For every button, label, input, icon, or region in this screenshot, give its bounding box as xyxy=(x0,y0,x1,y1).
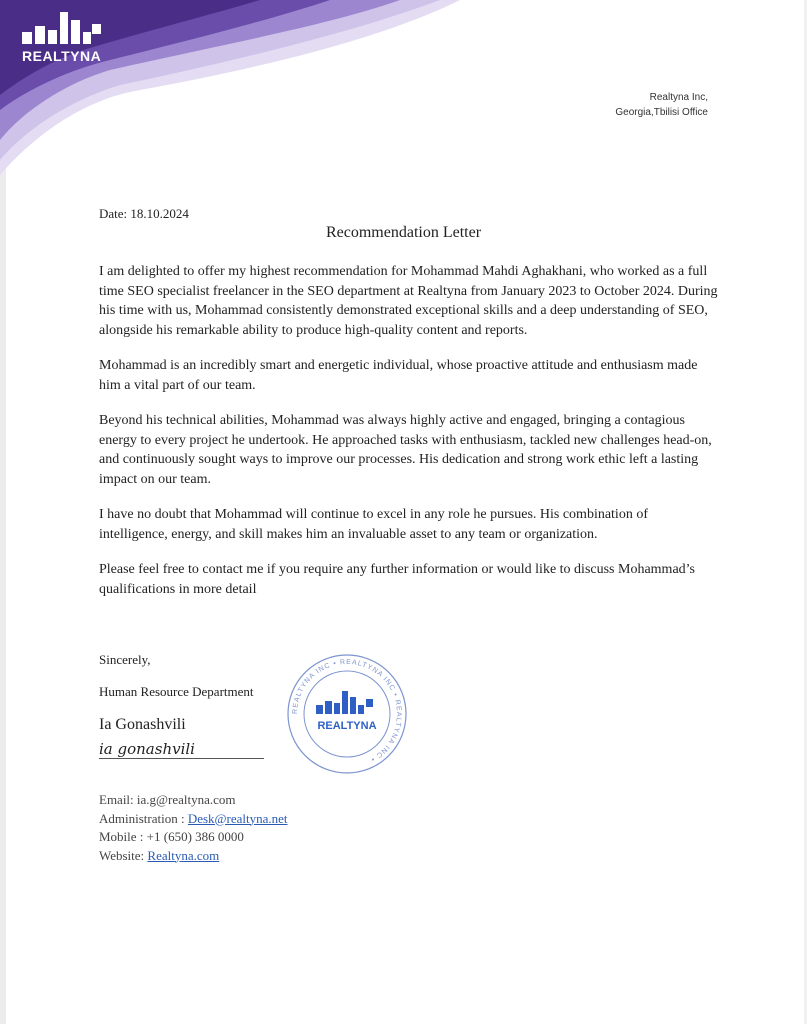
contact-mobile xyxy=(99,828,288,847)
website-label: Website: xyxy=(99,847,148,863)
contact-admin xyxy=(99,810,288,829)
signer-name: Ia Gonashvili xyxy=(99,716,186,733)
letter-date: Date: 18.10.2024 xyxy=(99,206,189,221)
mobile-label: Mobile : xyxy=(99,829,147,844)
seal-ring-text: REALTYNA INC • REALTYNA INC • REALTYNA INC • xyxy=(291,658,403,763)
admin-email-link[interactable]: Desk@realtyna.net xyxy=(187,810,288,826)
admin-label: Administration : xyxy=(99,810,188,826)
body-paragraph: Beyond his technical abilities, Mohammad was always highly active and engaged, bringing a contagious energy to every project he undertook. He approached tasks with enthusiasm, tackled new challenges head-on, and continuously sought ways to improve our processes. His dedication and strong work ethic left a lasting impact on our team. xyxy=(99,413,712,487)
realtyna-logo xyxy=(22,8,104,64)
seal-center-text: REALTYNA xyxy=(317,720,377,732)
letter-body xyxy=(99,262,719,615)
contact-website xyxy=(99,847,288,866)
closing-block xyxy=(99,652,254,750)
company-seal-stamp xyxy=(284,653,410,775)
company-name: Realtyna Inc, xyxy=(649,92,708,103)
website-link[interactable]: Realtyna.com xyxy=(147,847,220,863)
mobile-value: +1 (650) 386 0000 xyxy=(146,829,244,844)
body-paragraph: Mohammad is an incredibly smart and energetic individual, whose proactive attitude and enthusiasm made him a vital part of our team. xyxy=(99,358,698,393)
handwritten-signature: ia gonashvili xyxy=(99,740,264,759)
email-label: Email: xyxy=(99,792,137,807)
salutation: Sincerely, xyxy=(99,652,151,667)
letter-title: Recommendation Letter xyxy=(325,224,482,241)
contact-block xyxy=(99,791,288,865)
department: Human Resource Department xyxy=(99,684,254,699)
email-value: ia.g@realtyna.com xyxy=(136,792,236,807)
body-paragraph: Please feel free to contact me if you require any further information or would like to discuss Mohammad’s qualifications in more detail xyxy=(99,562,695,597)
company-address xyxy=(615,90,708,120)
contact-email xyxy=(99,791,288,810)
company-office: Georgia,Tbilisi Office xyxy=(615,107,708,118)
logo-wordmark: REALTYNA xyxy=(22,48,102,64)
seal-building-icon xyxy=(316,691,373,714)
body-paragraph: I am delighted to offer my highest recommendation for Mohammad Mahdi Aghakhani, who worked as a full time SEO specialist freelancer in the SEO department at Realtyna from January 2023 to October 2024. During his time with us, Mohammad consistently demonstrated exceptional skills and a deep understanding of SEO, alongside his remarkable ability to produce high-quality content and reports. xyxy=(99,264,718,338)
body-paragraph: I have no doubt that Mohammad will continue to excel in any role he pursues. His combination of intelligence, energy, and skill makes him an invaluable asset to any team or organization. xyxy=(99,507,648,542)
building-bars-icon xyxy=(22,8,102,46)
